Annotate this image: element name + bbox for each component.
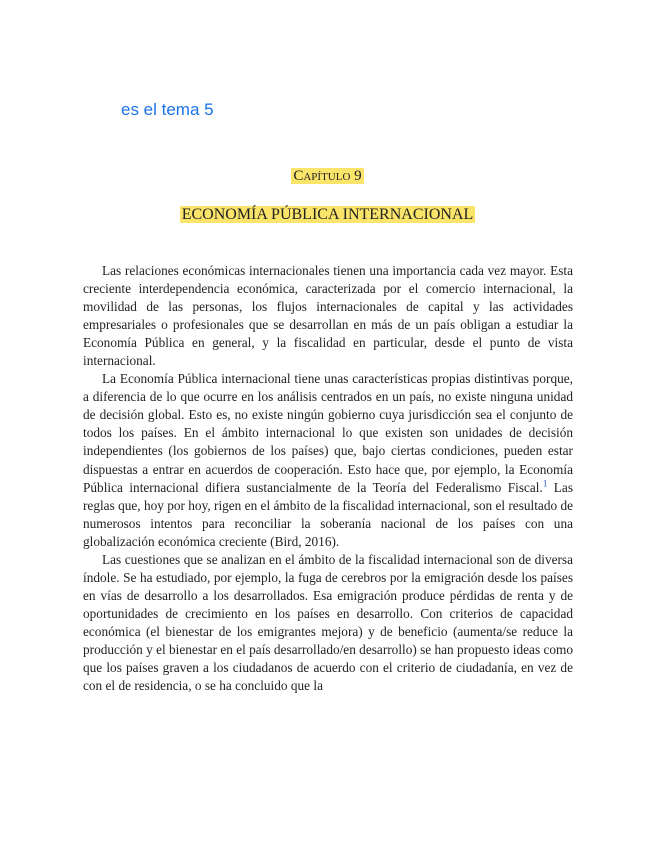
annotation-note: es el tema 5 [121, 100, 214, 119]
paragraph-3: Las cuestiones que se analizan en el ámbito de la fiscalidad internacional son de diversa índole. Se ha estudiado, por ejemplo, la fuga de cerebros por la emigración desde los países en vías de desarrollo a los desarrollados. Esa emigración produce pérdidas de renta y de oportunidades de crecimiento en los países en desarrollo. Con criterios de capacidad económica (el bienestar de los emigrantes mejora) y de beneficio (aumenta/se reduce la producción y el bienestar en el país desarrollado/en desarrollo) se han propuesto ideas como que los países graven a los ciudadanos de acuerdo con el criterio de ciudadanía, en vez de con el de residencia, o se ha concluido que la [83, 551, 573, 694]
chapter-body [83, 262, 573, 695]
chapter-label [0, 168, 655, 185]
paragraph-2-text-after-note: Las reglas que, hoy por hoy, rigen en el ámbito de la fiscalidad internacional, son el resultado de numerosos intentos para reconciliar la soberanía nacional de los países con una globalización económica creciente (Bird, 2016). [83, 479, 573, 549]
paragraph-2-text-before-note: La Economía Pública internacional tiene unas características propias distintivas porque, a diferencia de lo que ocurre en los análisis centrados en un país, no existe ninguna unidad de decisión global. Esto es, no existe ningún gobierno cuya jurisdicción sea el conjunto de todos los países. En el ámbito internacional lo que existen son unidades de decisión independientes (los gobiernos de los países) que, bajo ciertas condiciones, pueden estar dispuestas a entrar en acuerdos de cooperación. Esto hace que, por ejemplo, la Economía Pública internacional difiera sustancialmente de la Teoría del Federalismo Fiscal. [83, 371, 573, 495]
chapter-title [0, 206, 655, 224]
chapter-label-text: Capítulo 9 [293, 168, 362, 184]
paragraph-1: Las relaciones económicas internacionales tienen una importancia cada vez mayor. Esta creciente interdependencia económica, caracterizada por el comercio internacional, la movilidad de las personas, los flujos internacionales de capital y las actividades empresariales o profesionales que se desarrollan en más de un país obligan a estudiar la Economía Pública en general, y la fiscalidad en particular, desde el punto de vista internacional. [83, 263, 573, 369]
footnote-link[interactable]: 1 [542, 478, 548, 489]
paragraph-2 [83, 370, 573, 550]
chapter-title-text: ECONOMÍA PÚBLICA INTERNACIONAL [181, 206, 474, 223]
